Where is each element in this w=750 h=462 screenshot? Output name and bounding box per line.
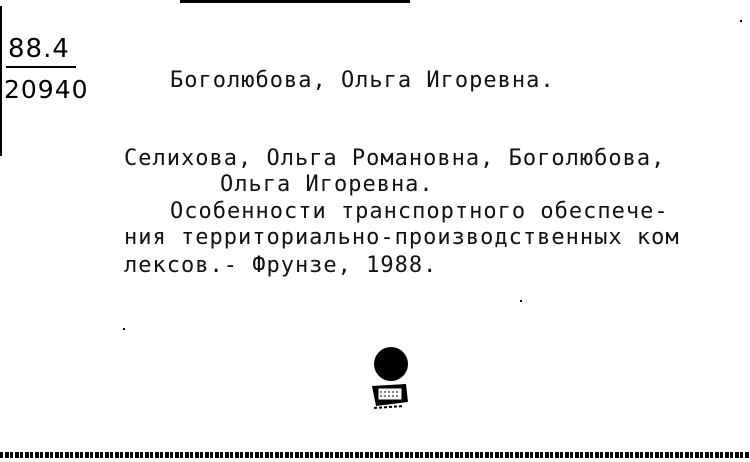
shelfmark-rule xyxy=(6,66,76,68)
card-top-edge xyxy=(180,0,410,3)
entry-line-2: Ольга Игоревна. xyxy=(220,172,434,197)
shelfmark-bottom: 20940 xyxy=(4,75,89,104)
card-left-edge xyxy=(0,6,2,156)
speck xyxy=(520,300,522,302)
entry-line-5: лексов.- Фрунзе, 1988. xyxy=(124,253,438,278)
speck xyxy=(740,20,742,22)
card-bottom-edge xyxy=(0,452,750,458)
punch-hole-mark xyxy=(366,344,414,414)
entry-line-1: Селихова, Ольга Романовна, Боголюбова, xyxy=(124,146,666,171)
author-heading: Боголюбова, Ольга Игоревна. xyxy=(170,68,555,93)
shelfmark-top: 88.4 xyxy=(8,34,70,64)
entry-line-4: ния территориально-производственных ком xyxy=(124,225,680,250)
entry-line-3: Особенности транспортного обеспече- xyxy=(170,199,669,224)
speck xyxy=(123,328,125,330)
